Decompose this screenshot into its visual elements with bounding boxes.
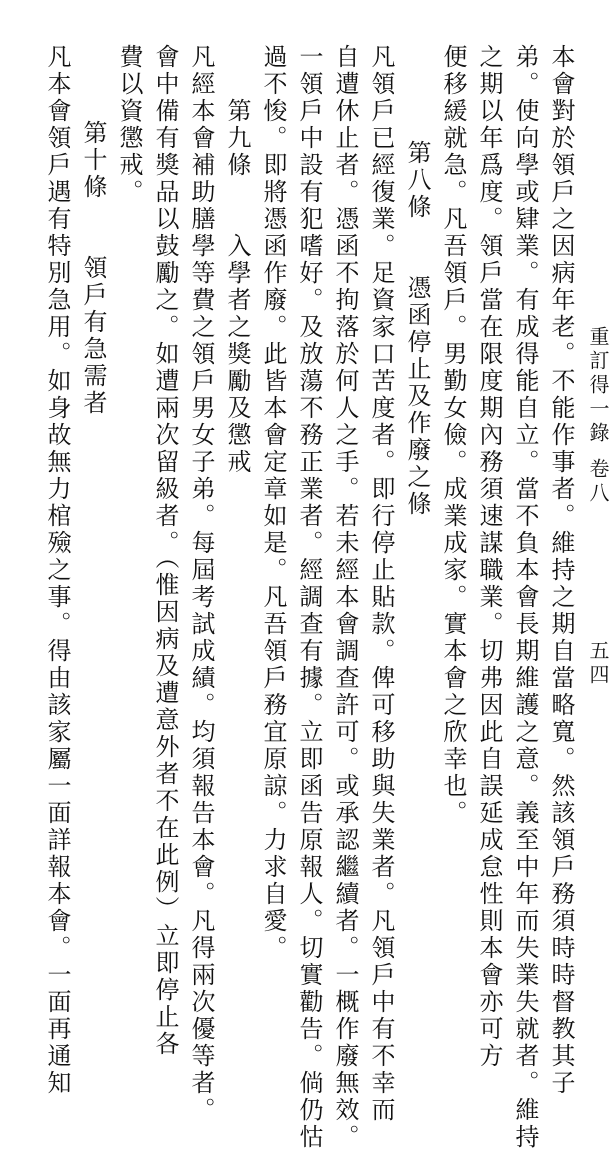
text-column: 凡本會領戶遇有特別急用。如身故無力棺殮之事。得由該家屬一面詳報本會。一面再通知 bbox=[43, 44, 71, 1097]
text-column: 凡經本會補助膳學等費之領戶男女子弟。每屆考試成績。均須報告本會。凡得兩次優等者。 bbox=[187, 44, 215, 1124]
text-column: 一領戶中設有犯嗜好。及放蕩不務正業者。經調查有據。立即函告原報人。切實勸告。倘仍怙 bbox=[295, 44, 323, 1151]
text-column: 弟。使向學或肄業。有成得能自立。當不負本會長期維護之意。義至中年而失業失就者。維持 bbox=[511, 44, 539, 1151]
volume-label: 卷八 bbox=[586, 458, 610, 506]
text-column: 凡領戶已經復業。足資家口苦度者。即行停止貼款。俾可移助與失業者。凡領戶中有不幸而 bbox=[367, 44, 395, 1124]
text-column: 便移緩就急。凡吾領戶。男勤女儉。成業成家。實本會之欣幸也。 bbox=[439, 44, 467, 827]
page-number: 五四 bbox=[586, 640, 610, 688]
article-heading: 第十條 領戶有急需者 bbox=[79, 120, 107, 417]
text-column: 過不悛。即將憑函作廢。此皆本會定章如是。凡吾領戶務宜原諒。力求自愛。 bbox=[259, 44, 287, 962]
text-column: 本會對於領戶之因病年老。不能作事者。維持之期自當略寬。然該領戶務須時時督教其子 bbox=[547, 44, 575, 1097]
text-column: 自遭休止者。憑函不拘落於何人之手。若未經本會調查許可。或承認繼續者。一概作廢無效。 bbox=[331, 44, 359, 1151]
book-title: 重訂得一錄 bbox=[586, 326, 610, 446]
text-column: 之期以年爲度。領戶當在限度期內務須速謀職業。切弗因此自誤延成怠性則本會亦可方 bbox=[475, 44, 503, 1070]
text-column: 費以資懲戒。 bbox=[115, 44, 143, 206]
article-heading: 第八條 憑函停止及作廢之條 bbox=[403, 140, 431, 518]
text-column: 會中備有獎品以鼓勵之。如遭兩次留級者。（惟因病及遭意外者不在此例）立即停止各 bbox=[151, 44, 179, 1058]
article-heading: 第九條 入學者之獎勵及懲戒 bbox=[223, 98, 251, 476]
